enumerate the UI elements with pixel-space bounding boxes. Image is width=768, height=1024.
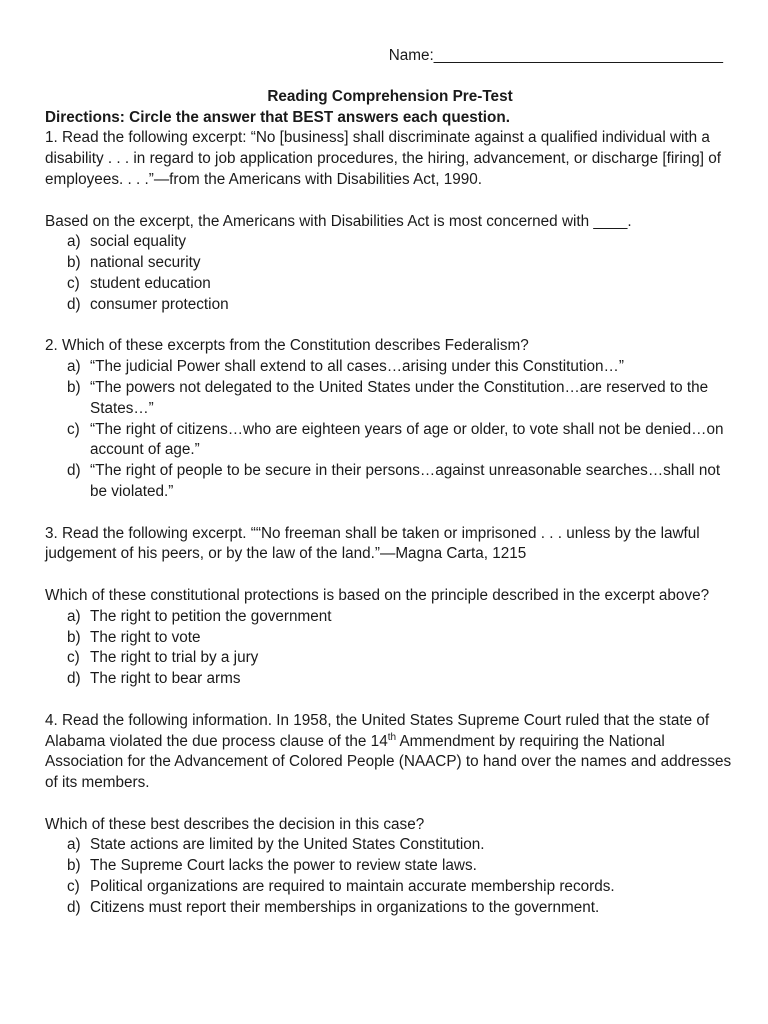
answer-choice[interactable]: a) State actions are limited by the United States Constitution. — [67, 836, 485, 854]
directions: Directions: Circle the answer that BEST answers each question. — [45, 108, 510, 126]
question-1-prompt: Based on the excerpt, the Americans with Disabilities Act is most concerned with ____. — [45, 212, 632, 230]
name-field-line[interactable]: Name:__________________________________ — [388, 47, 723, 64]
question-1-stem: 1. Read the following excerpt: “No [business] shall discriminate against a qualified individual with a disability . . . in regard to job application procedures, the hiring, advancement, or discharge [firing] of employees. . . .”—from the Americans with Disabilities Act, 1990. — [45, 129, 721, 188]
answer-choice[interactable]: c) student education — [67, 274, 211, 292]
question-4-choices — [45, 835, 735, 918]
answer-choice[interactable]: c) Political organizations are required to maintain accurate membership records. — [67, 878, 615, 896]
answer-choice[interactable]: d) “The right of people to be secure in their persons…against unreasonable searches…shall not be violated.” — [67, 462, 721, 500]
question-3-prompt: Which of these constitutional protections is based on the principle described in the excerpt above? — [45, 586, 710, 604]
answer-choice[interactable]: c) The right to trial by a jury — [67, 649, 259, 667]
answer-choice[interactable]: b) The Supreme Court lacks the power to review state laws. — [67, 857, 477, 875]
question-3-stem: 3. Read the following excerpt. ““No freeman shall be taken or imprisoned . . . unless by the lawful judgement of his peers, or by the law of the land.”—Magna Carta, 1215 — [45, 524, 700, 563]
answer-choice[interactable]: d) Citizens must report their memberships in organizations to the government. — [67, 898, 600, 916]
question-4-stem: 4. Read the following information. In 1958, the United States Supreme Court ruled that the state of Alabama violated the due process clause of the 14th Ammendment by requiring the National Association for the Advancement of Colored People (NAACP) to hand over the names and addresses of its members. — [45, 711, 732, 792]
answer-choice[interactable]: b) national security — [67, 254, 201, 272]
answer-choice[interactable]: d) consumer protection — [67, 295, 229, 313]
answer-choice[interactable]: a) “The judicial Power shall extend to all cases…arising under this Constitution…” — [67, 358, 624, 376]
answer-choice[interactable]: a) The right to petition the government — [67, 607, 332, 625]
worksheet-page — [45, 46, 735, 919]
question-3 — [45, 524, 735, 690]
answer-choice[interactable]: d) The right to bear arms — [67, 670, 241, 688]
answer-choice[interactable]: b) The right to vote — [67, 628, 201, 646]
answer-choice[interactable]: a) social equality — [67, 233, 187, 251]
answer-choice[interactable]: c) “The right of citizens…who are eighteen years of age or older, to vote shall not be denied…on account of age.” — [67, 420, 724, 459]
question-1 — [45, 128, 735, 315]
question-1-choices — [45, 232, 735, 315]
question-2-choices — [45, 357, 735, 503]
question-4-prompt: Which of these best describes the decision in this case? — [45, 815, 425, 833]
question-2 — [45, 336, 735, 502]
answer-choice[interactable]: b) “The powers not delegated to the United States under the Constitution…are reserved to the States…” — [67, 378, 709, 417]
question-4 — [45, 711, 735, 919]
page-title: Reading Comprehension Pre-Test — [267, 87, 513, 105]
question-3-choices — [45, 607, 735, 690]
question-2-stem: 2. Which of these excerpts from the Constitution describes Federalism? — [45, 337, 529, 355]
